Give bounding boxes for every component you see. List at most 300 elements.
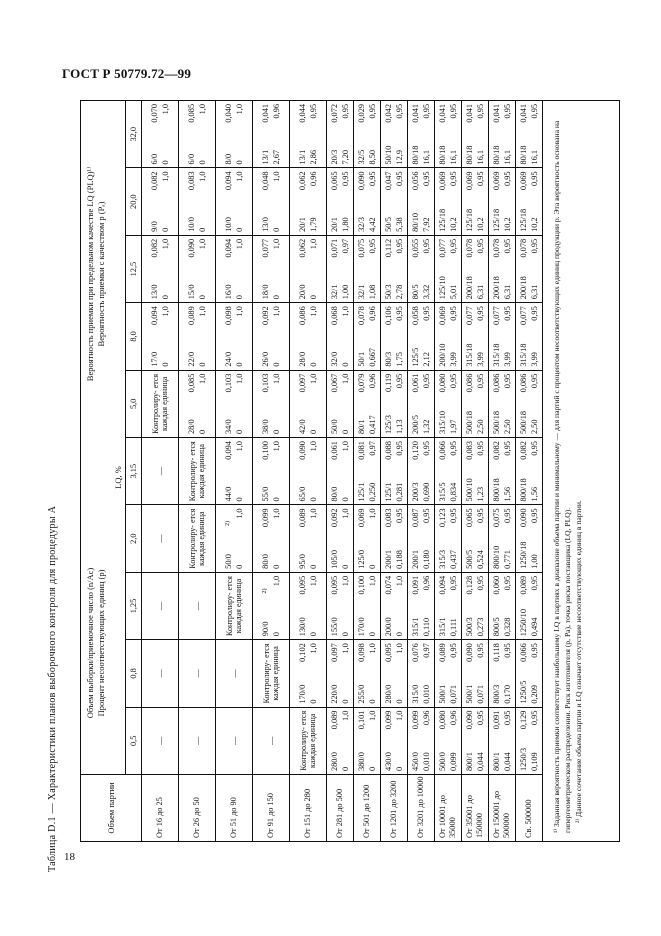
sample-acceptance: 8/0 <box>224 153 233 165</box>
plq-value: 0,067 <box>330 373 339 393</box>
plan-values <box>356 708 378 774</box>
table-row <box>216 101 253 842</box>
plan-values <box>437 438 459 504</box>
sample-acceptance: 500/3 <box>465 617 474 637</box>
p-value: 7,92 <box>422 217 431 232</box>
sample-acceptance: 125/18 <box>519 208 528 232</box>
plan-cell <box>381 640 408 707</box>
plan-cell <box>516 438 543 505</box>
plan-values <box>356 371 378 437</box>
pa-value: 0,95 <box>449 171 458 187</box>
sample-acceptance: 24/0 <box>224 351 233 367</box>
plan-values <box>149 303 171 369</box>
lot-size-header: Объем партии <box>81 775 142 842</box>
plan-cell <box>435 640 462 707</box>
p-value: 0 <box>235 295 244 300</box>
pa-value: 1,0 <box>161 171 170 182</box>
plq-value: 0,095 <box>298 575 307 595</box>
plan-values <box>223 505 245 571</box>
footnotes <box>543 101 620 842</box>
sample-acceptance: 16/0 <box>224 284 233 300</box>
p-value: 2,78 <box>395 284 404 300</box>
plan-cell <box>462 235 489 302</box>
p-value: 0,771 <box>503 550 512 569</box>
p-value: 0 <box>198 362 207 367</box>
plan-values <box>356 101 378 167</box>
sample-acceptance: 44/0 <box>224 486 233 502</box>
sample-acceptance: 500/0 <box>438 752 447 771</box>
plan-cell <box>435 438 462 505</box>
pa-value: 0,95 <box>449 643 458 658</box>
p-value: 16,1 <box>530 149 539 165</box>
p-value: 0 <box>368 766 377 771</box>
sample-acceptance: 34/0 <box>224 419 233 435</box>
sample-acceptance: 80/18 <box>465 145 474 165</box>
lot-size-label: От 51 до 90 <box>216 775 253 842</box>
plan-values <box>437 303 459 369</box>
plan-cell <box>435 707 462 774</box>
p-value: 0 <box>161 362 170 367</box>
sample-acceptance: 315/1 <box>438 617 447 637</box>
plq-value: 0,090 <box>465 643 474 662</box>
p-value: 2,67 <box>272 149 281 165</box>
plan-cell <box>253 101 290 168</box>
plan-cell <box>216 303 253 370</box>
pa-value: 0,96 <box>368 373 377 389</box>
p-value: 16,1 <box>476 149 485 165</box>
plan-values <box>356 303 378 369</box>
table-row <box>253 101 290 842</box>
plan-cell <box>489 640 516 707</box>
plan-values <box>518 438 540 504</box>
plan-values <box>464 573 486 639</box>
sample-acceptance: 500/18 <box>465 410 474 435</box>
lot-size-label: От 10001 до 35000 <box>435 775 462 842</box>
sample-acceptance: 20/3 <box>330 149 339 165</box>
sample-acceptance: 50/10 <box>384 145 393 165</box>
p-value: 0,437 <box>449 550 458 569</box>
sample-acceptance: 125/1 <box>384 482 393 502</box>
plan-cell <box>516 370 543 437</box>
pa-value: 0,95 <box>422 373 431 389</box>
p-value: 0,109 <box>530 752 539 771</box>
p-value: 0 <box>368 632 377 637</box>
plan-cell <box>253 370 290 437</box>
plq-value: 0,089 <box>438 643 447 662</box>
sample-acceptance: 28/0 <box>298 351 307 367</box>
plan-cell <box>435 370 462 437</box>
sample-size-header <box>85 518 107 768</box>
pa-value: 1,0 <box>235 373 244 385</box>
plq-value: 0,086 <box>465 373 474 393</box>
plq-value: 0,079 <box>357 373 366 393</box>
p-value: 0 <box>272 564 281 569</box>
pa-value: 0,95 <box>395 238 404 254</box>
sample-acceptance: 800/3 <box>492 684 501 704</box>
plq-value: 0,042 <box>384 104 393 123</box>
plan-values <box>410 640 432 706</box>
sample-acceptance: 315/1 <box>411 617 420 637</box>
pa-value: 1,0 <box>198 238 207 250</box>
plan-cell <box>435 572 462 639</box>
plan-cell <box>290 438 327 505</box>
plq-value: 0,098 <box>357 643 366 662</box>
p-value: 0 <box>309 362 318 367</box>
plan-values <box>464 371 486 437</box>
pa-value: 1,0 <box>198 104 207 115</box>
pa-value: 1,0 <box>198 306 207 317</box>
plan-cell <box>290 168 327 235</box>
p-value: 0,834 <box>449 482 458 502</box>
sample-acceptance: 500/10 <box>465 478 474 502</box>
p-value: 0,209 <box>530 684 539 704</box>
sample-acceptance: 28/0 <box>187 419 196 435</box>
pa-value: 1,0 <box>161 238 170 250</box>
acceptance-probability-header <box>85 104 107 444</box>
plan-values <box>383 101 405 167</box>
sample-acceptance: 315/5 <box>438 482 447 502</box>
full-inspection-cell: Контролиру- ется каждая единица <box>179 505 216 572</box>
pa-value: 0,96 <box>309 171 318 187</box>
pa-value: 1,0 <box>341 306 350 317</box>
plq-value: 0,090 <box>465 710 474 730</box>
plan-values <box>329 236 351 302</box>
plan-values <box>464 505 486 571</box>
p-value: 16,1 <box>422 149 431 165</box>
p-value: 0,071 <box>476 684 485 704</box>
plq-value: 0,086 <box>492 373 501 393</box>
pa-value: 0,95 <box>395 171 404 187</box>
plan-values <box>464 640 486 706</box>
plan-values <box>149 168 171 234</box>
plq-value: 0,065 <box>330 171 339 191</box>
sample-size-header-line: Процент несоответствующих единиц (p) <box>96 569 106 717</box>
pa-value: 0,96 <box>449 710 458 726</box>
pa-value: 0,95 <box>476 508 485 523</box>
plan-cell <box>216 438 253 505</box>
lot-size-label: От 35001 до 150000 <box>462 775 489 842</box>
plan-cell <box>462 505 489 572</box>
plq-value: 0,082 <box>150 171 159 191</box>
plan-cell <box>142 168 179 235</box>
plq-value: 0,082 <box>519 441 528 460</box>
plq-value: 0,078 <box>492 238 501 258</box>
plan-values <box>437 371 459 437</box>
plan-values <box>260 505 282 571</box>
pa-value: 0,95 <box>530 643 539 658</box>
plq-value: 0,120 <box>411 441 420 460</box>
plan-values <box>383 708 405 774</box>
plan-cell <box>489 572 516 639</box>
pa-value: 1,0 <box>341 710 350 721</box>
plan-values <box>297 303 319 369</box>
sample-acceptance: 220/0 <box>330 684 339 704</box>
plan-values <box>491 236 513 302</box>
plq-value: 0,082 <box>150 238 159 258</box>
pa-value: 1,0 <box>235 508 244 519</box>
sample-acceptance: 800/1 <box>465 752 474 771</box>
sample-acceptance: 315/3 <box>438 549 447 569</box>
plq-value: 0,055 <box>411 238 420 258</box>
plan-cell <box>179 101 216 168</box>
plan-cell <box>408 572 435 639</box>
sample-acceptance: 130/0 <box>298 617 307 637</box>
plan-values <box>437 101 459 167</box>
lot-size-label: От 16 до 25 <box>142 775 179 842</box>
plan-cell <box>354 707 381 774</box>
plan-values <box>297 505 319 571</box>
pa-value: 0,95 <box>503 575 512 591</box>
sample-acceptance: 125/1 <box>357 482 366 502</box>
plan-values <box>186 168 208 234</box>
footnote-1: ¹⁾ Заданная вероятность приемки соответствует наибольшему LQ в партиях в диапазоне объема партии и минимальному — для партий с процентом несоответствующих единиц продукции p. Эта вероятность основана на гипергеометрическом распределении. Риск изготовителя (p, Pa), точка риска поставщика (LQ, PLQ). <box>552 120 572 833</box>
pa-value: 0,95 <box>449 104 458 119</box>
plan-values <box>383 640 405 706</box>
sample-acceptance: 1250/3 <box>519 747 528 771</box>
plan-values <box>518 573 540 639</box>
pa-value: 1,0 <box>309 575 318 587</box>
pa-value: 1,0 <box>395 575 404 587</box>
p-value: 1,00 <box>530 554 539 569</box>
plq-value: 0,086 <box>519 373 528 393</box>
sample-acceptance: 450/0 <box>411 752 420 771</box>
plan-cell <box>354 438 381 505</box>
sample-acceptance: 1250/5 <box>519 680 528 704</box>
p-value: 5,38 <box>395 217 404 232</box>
table-row <box>462 101 489 842</box>
plan-values <box>260 168 282 234</box>
plan-values <box>186 101 208 167</box>
plq-value: 0,076 <box>411 643 420 662</box>
sample-acceptance: 125/10 <box>438 276 447 300</box>
plan-cell <box>408 101 435 168</box>
pa-value: 0,96 <box>422 710 431 726</box>
plan-values <box>383 371 405 437</box>
p-value: 6,31 <box>503 284 512 300</box>
pa-value: 1,0 <box>235 238 244 250</box>
plq-value: 0,060 <box>492 575 501 595</box>
pa-value: 0,95 <box>422 508 431 523</box>
plan-cell <box>253 168 290 235</box>
plq-value: 0,102 <box>298 643 307 662</box>
plan-cell <box>354 505 381 572</box>
sample-acceptance: 800/18 <box>519 478 528 502</box>
sample-acceptance: 42/0 <box>298 419 307 435</box>
sample-acceptance: 80/1 <box>357 419 366 435</box>
lq-value-header: 0,8 <box>126 640 142 707</box>
pa-value: 0,95 <box>341 171 350 187</box>
plq-value: 0,082 <box>492 441 501 460</box>
plan-cell <box>489 438 516 505</box>
sample-acceptance: 80/18 <box>492 145 501 165</box>
full-inspection-cell: Контролиру- ется каждая единица <box>216 572 253 639</box>
pa-value: 0,95 <box>476 643 485 658</box>
sample-acceptance: 280/0 <box>384 684 393 704</box>
plq-value: 0,061 <box>411 373 420 393</box>
sample-acceptance: 55/0 <box>261 486 270 502</box>
pa-value: 1,0 <box>272 373 281 385</box>
plq-value: 0,077 <box>465 306 474 325</box>
plan-cell <box>435 168 462 235</box>
sample-acceptance: 255/0 <box>357 684 366 704</box>
sample-acceptance: 17/0 <box>150 351 159 367</box>
table-row <box>179 101 216 842</box>
sample-acceptance: 10/0 <box>224 217 233 232</box>
plan-cell <box>327 438 354 505</box>
plan-values <box>437 168 459 234</box>
plan-values <box>491 505 513 571</box>
lq-value-header: 2,0 <box>126 505 142 572</box>
p-value: 0,273 <box>476 617 485 637</box>
pa-value: 1,0 <box>309 508 318 519</box>
sample-acceptance: 315/18 <box>519 343 528 367</box>
pa-value: 0,95 <box>368 171 377 187</box>
p-value: 0,328 <box>503 617 512 637</box>
p-value: 0 <box>272 227 281 232</box>
p-value: 0,170 <box>503 684 512 704</box>
plan-values <box>356 573 378 639</box>
sample-acceptance: 200/18 <box>492 276 501 300</box>
plan-values <box>464 708 486 774</box>
p-value: 6,31 <box>530 284 539 300</box>
plan-cell <box>516 101 543 168</box>
sample-acceptance: 1250/18 <box>519 541 528 569</box>
p-value: 8,50 <box>368 149 377 165</box>
plan-cell <box>489 101 516 168</box>
plan-cell <box>462 572 489 639</box>
p-value: 3,99 <box>530 352 539 367</box>
sample-acceptance: 95/0 <box>298 554 307 569</box>
table-row <box>381 101 408 842</box>
plq-value: 0,106 <box>384 306 393 325</box>
plan-values <box>491 573 513 639</box>
p-value: 0 <box>341 766 350 771</box>
plan-values <box>297 438 319 504</box>
p-value: 0,111 <box>449 618 458 637</box>
lq-value-header: 12,5 <box>126 235 142 302</box>
plan-cell <box>179 235 216 302</box>
p-value: 0,250 <box>368 482 377 502</box>
plq-value: 0,083 <box>384 508 393 528</box>
sample-acceptance: 105/0 <box>330 549 339 569</box>
p-value: 0 <box>198 429 207 435</box>
plan-cell <box>290 505 327 572</box>
not-applicable-cell: — <box>253 707 290 774</box>
plan-values <box>491 371 513 437</box>
plq-value: 0,041 <box>492 104 501 123</box>
plan-values <box>410 438 432 504</box>
plan-values <box>491 303 513 369</box>
plq-value: 0,072 <box>330 104 339 123</box>
p-value: 0 <box>341 564 350 569</box>
p-value: 0 <box>198 160 207 165</box>
sample-acceptance: 315/0 <box>411 684 420 704</box>
p-value: 12,9 <box>395 149 404 165</box>
plq-value: 0,083 <box>187 171 196 191</box>
sample-acceptance: 32/3 <box>357 217 366 232</box>
sample-acceptance: 800/18 <box>492 478 501 502</box>
pa-value: 0,95 <box>449 238 458 254</box>
table-body <box>142 101 543 842</box>
plq-value: 0,041 <box>411 104 420 123</box>
plan-values <box>410 168 432 234</box>
sample-acceptance: 9/0 <box>150 221 159 232</box>
plan-values <box>329 640 351 706</box>
plq-value: 0,077 <box>438 238 447 258</box>
pa-value: 1,0 <box>341 575 350 587</box>
lq-value-header: 32,0 <box>126 101 142 168</box>
plan-cell <box>327 168 354 235</box>
pa-value: 0,95 <box>530 508 539 523</box>
sample-acceptance: 1250/10 <box>519 609 528 637</box>
plan-cell <box>408 438 435 505</box>
plq-value: 0,056 <box>411 171 420 191</box>
sample-acceptance: 50/0 <box>330 419 339 435</box>
plan-values <box>383 168 405 234</box>
plan-cell <box>290 640 327 707</box>
pa-value: 1,0 <box>341 508 350 519</box>
plan-cell <box>462 101 489 168</box>
plq-value: 0,119 <box>384 373 393 393</box>
plan-cell <box>462 707 489 774</box>
plan-values <box>518 640 540 706</box>
pa-value: 0,95 <box>476 373 485 389</box>
p-value: 0,099 <box>449 752 458 771</box>
pa-value: 1,0 <box>309 373 318 385</box>
plan-cell <box>435 505 462 572</box>
p-value: 5,01 <box>449 284 458 300</box>
pa-value: 0,95 <box>503 238 512 254</box>
p-value: 0,417 <box>368 415 377 435</box>
plan-values <box>356 640 378 706</box>
sample-acceptance: 50/3 <box>384 284 393 300</box>
sample-acceptance: 500/18 <box>492 410 501 435</box>
plq-value: 0,069 <box>492 171 501 191</box>
plan-cell <box>462 303 489 370</box>
p-value: 0 <box>235 429 244 435</box>
sample-acceptance: 315/18 <box>492 343 501 367</box>
plan-values <box>186 303 208 369</box>
plan-values <box>186 236 208 302</box>
sample-acceptance: 10/0 <box>187 217 196 232</box>
plan-values <box>383 236 405 302</box>
plan-cell <box>381 101 408 168</box>
plq-value: 0,069 <box>357 508 366 528</box>
sample-acceptance: 200/5 <box>411 415 420 435</box>
plan-values <box>297 640 319 706</box>
plq-value: 0,094 <box>224 441 233 460</box>
lq-value-header: 5,0 <box>126 370 142 437</box>
plan-values <box>383 505 405 571</box>
plq-value: 0,097 <box>298 373 307 393</box>
plan-values <box>491 101 513 167</box>
plq-value: 0,077 <box>261 238 270 258</box>
plan-values <box>297 573 319 639</box>
plq-value: 0,081 <box>357 441 366 460</box>
plan-cell <box>516 235 543 302</box>
p-value: 7,20 <box>341 149 350 165</box>
plan-cell <box>253 572 290 639</box>
plan-cell <box>489 370 516 437</box>
p-value: 0 <box>395 699 404 704</box>
plq-value: 0,085 <box>187 373 196 393</box>
p-value: 1,23 <box>476 486 485 502</box>
plan-cell <box>381 438 408 505</box>
plan-values <box>410 573 432 639</box>
p-value: 1,80 <box>341 217 350 232</box>
sample-acceptance: 500/1 <box>465 684 474 704</box>
sample-acceptance: 32/1 <box>330 284 339 300</box>
